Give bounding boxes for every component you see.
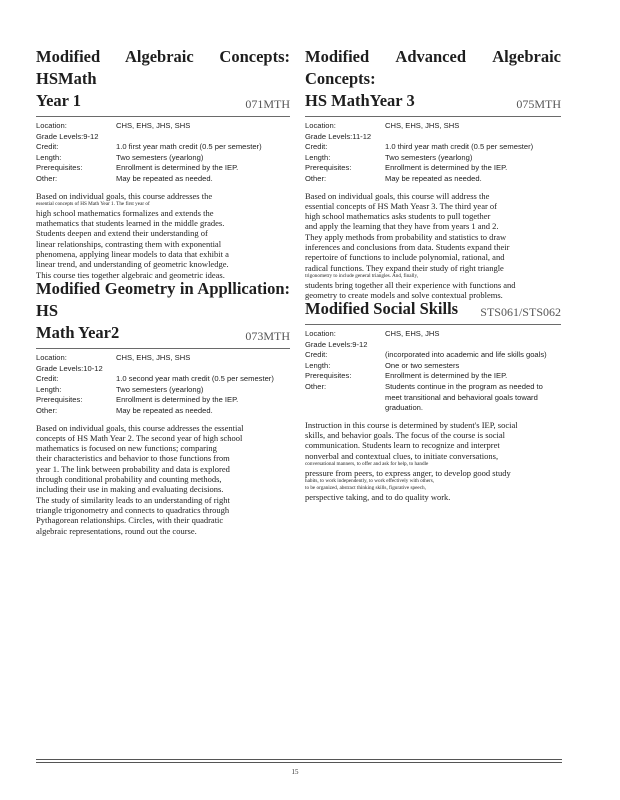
course-geometry-in-application — [36, 278, 290, 536]
location-value: CHS, EHS, JHS, SHS — [116, 121, 191, 130]
description-line: Based on individual goals, this course addresses the — [36, 190, 213, 201]
course-header — [36, 278, 290, 349]
course-code: STS061/STS062 — [480, 305, 561, 319]
credit-value: (incorporated into academic and life skills goals) — [385, 350, 547, 360]
description-line: skills, and behavior goals. The focus of the course is social — [305, 430, 506, 441]
other-label: Other: — [305, 381, 327, 391]
course-title-line-1: Modified Social Skills — [305, 299, 459, 318]
description-line: repertoire of functions to include polynomial, rational, and — [305, 252, 505, 263]
course-description — [36, 191, 290, 280]
description-line: perspective taking, and to do quality work. — [305, 492, 451, 503]
prerequisites-label: Prerequisites: — [36, 395, 83, 405]
description-line: algebraic representations, round out the course. — [36, 525, 197, 536]
credit-label: Credit: — [305, 142, 328, 152]
description-line: triangle trigonometry and connects to quadratics through — [36, 504, 230, 515]
course-social-skills — [305, 298, 561, 503]
description-line: trigonometry to include general triangles. And, finally, — [305, 272, 419, 279]
description-line: linear trend, and understanding of geometric knowledge. — [36, 259, 229, 270]
description-line: mathematics that students learned in the middle grades. — [36, 218, 225, 229]
location-label: Location: — [36, 121, 67, 130]
prerequisites-value: Enrollment is determined by the IEP. — [116, 163, 239, 173]
prerequisites-value: Enrollment is determined by the IEP. — [385, 371, 508, 381]
grade-levels-value: 11-12 — [352, 131, 372, 141]
grade-levels-value: 10-12 — [83, 363, 103, 373]
description-line: through conditional probability and counting methods, — [36, 474, 222, 485]
course-title-line-2: Math Year2 — [36, 323, 120, 342]
course-description — [305, 191, 561, 301]
prerequisites-value: Enrollment is determined by the IEP. — [385, 163, 508, 173]
credit-value: 1.0 first year math credit (0.5 per semester) — [116, 142, 262, 152]
grade-levels-label: Grade Levels: — [36, 363, 84, 373]
description-line: and apply the learning that they have from years 1 and 2. — [305, 221, 499, 232]
other-label: Other: — [36, 405, 58, 415]
description-line: Instruction in this course is determined by student's IEP, social — [305, 419, 518, 430]
course-code: 075MTH — [516, 97, 561, 111]
description-line: essential concepts of HS Math Year 1. The first year of — [36, 200, 150, 207]
length-label: Length: — [305, 152, 331, 162]
description-line: including their use in making and evaluating decisions. — [36, 484, 224, 495]
length-value: Two semesters (yearlong) — [116, 152, 204, 162]
course-description — [305, 420, 561, 503]
description-line: Based on individual goals, this course addresses the essential — [36, 422, 244, 433]
prerequisites-label: Prerequisites: — [36, 163, 83, 173]
course-details — [305, 121, 561, 185]
page-number: 15 — [291, 768, 299, 776]
other-value: May be repeated as needed. — [116, 173, 213, 183]
course-algebraic-concepts — [36, 46, 290, 280]
prerequisites-label: Prerequisites: — [305, 163, 352, 173]
description-line: radical functions. They expand their study of right triangle — [305, 262, 504, 273]
length-label: Length: — [305, 360, 331, 370]
course-title-line-1: Modified Algebraic Concepts: HSMath — [36, 47, 290, 88]
location-label: Location: — [305, 121, 336, 130]
description-line: high school mathematics asks students to pull together — [305, 211, 491, 222]
description-line: inferences and conclusions from data. Students expand their — [305, 242, 510, 253]
location-value: CHS, EHS, JHS — [385, 329, 440, 338]
course-code: 071MTH — [245, 97, 290, 111]
description-line: high school mathematics formalizes and extends the — [36, 207, 214, 218]
description-line: concepts of HS Math Year 2. The second year of high school — [36, 432, 243, 443]
credit-label: Credit: — [305, 350, 328, 360]
course-details — [305, 329, 561, 414]
description-line: linear relationships, contrasting them with exponential — [36, 238, 222, 249]
prerequisites-value: Enrollment is determined by the IEP. — [116, 395, 239, 405]
location-label: Location: — [36, 353, 67, 362]
course-header — [36, 46, 290, 117]
length-label: Length: — [36, 384, 62, 394]
description-line: The study of similarity leads to an understanding of right — [36, 494, 230, 505]
grade-levels-label: Grade Levels: — [305, 131, 353, 141]
description-line: Pythagorean relationships. Circles, with their quadratic — [36, 515, 224, 526]
other-value: Students continue in the program as needed to meet transitional and behavioral goals toward graduation. — [385, 381, 543, 413]
length-value: Two semesters (yearlong) — [116, 384, 204, 394]
description-line: their characteristics and behavior to those functions from — [36, 453, 230, 464]
grade-levels-value: 9-12 — [83, 131, 99, 141]
description-line: geometry to create models and solve contextual problems. — [305, 290, 503, 301]
credit-value: 1.0 second year math credit (0.5 per semester) — [116, 374, 274, 384]
length-label: Length: — [36, 152, 62, 162]
grade-levels-label: Grade Levels: — [305, 339, 353, 349]
other-label: Other: — [36, 173, 58, 183]
length-value: One or two semesters — [385, 360, 460, 370]
credit-label: Credit: — [36, 142, 59, 152]
other-label: Other: — [305, 173, 327, 183]
description-line: habits, to work independently, to work effectively with others, — [305, 478, 435, 485]
description-line: Students deepen and extend their understanding of — [36, 228, 208, 239]
course-details — [36, 121, 290, 185]
course-title-line-1: Modified Advanced Algebraic Concepts: — [305, 47, 561, 88]
location-label: Location: — [305, 329, 336, 338]
description-line: Based on individual goals, this course will address the — [305, 190, 490, 201]
credit-value: 1.0 third year math credit (0.5 per semester) — [385, 142, 534, 152]
course-header — [305, 298, 561, 325]
description-line: communication. Students learn to recognize and interpret — [305, 440, 500, 451]
prerequisites-label: Prerequisites: — [305, 371, 352, 381]
description-line: phenomena, applying linear models to data that exhibit a — [36, 249, 229, 260]
other-value: May be repeated as needed. — [116, 405, 213, 415]
description-line: They apply methods from probability and statistics to draw — [305, 231, 507, 242]
description-line: students bring together all their experience with functions and — [305, 279, 516, 290]
other-value: May be repeated as needed. — [385, 173, 482, 183]
course-title-line-2: Year 1 — [36, 91, 82, 110]
footer-rule — [36, 759, 562, 760]
location-value: CHS, EHS, JHS, SHS — [116, 353, 191, 362]
description-line: year 1. The link between probability and data is explored — [36, 463, 230, 474]
credit-label: Credit: — [36, 374, 59, 384]
description-line: pressure from peers, to express anger, to develop good study — [305, 467, 511, 478]
description-line: nonverbal and contextual clues, to initiate conversations, — [305, 450, 499, 461]
description-line: essential concepts of HS Math Yeasr 3. The third year of — [305, 200, 497, 211]
description-line: mathematics is focused on new functions; comparing — [36, 443, 217, 454]
grade-levels-value: 9-12 — [352, 339, 368, 349]
course-details — [36, 353, 290, 417]
course-advanced-algebraic-concepts — [305, 46, 561, 301]
location-value: CHS, EHS, JHS, SHS — [385, 121, 460, 130]
description-line: conversational manners, to offer and ask for help, to handle — [305, 460, 429, 467]
description-line: This course ties together algebraic and geometric ideas. — [36, 269, 225, 280]
course-title-line-1: Modified Geometry in Appllication: HS — [36, 279, 290, 320]
course-code: 073MTH — [245, 329, 290, 343]
length-value: Two semesters (yearlong) — [385, 152, 473, 162]
grade-levels-label: Grade Levels: — [36, 131, 84, 141]
course-header — [305, 46, 561, 117]
footer-rule — [36, 762, 562, 763]
course-title-line-2: HS MathYear 3 — [305, 91, 415, 110]
course-description — [36, 423, 290, 536]
description-line: to be organized, abstract thinking skills, figurative speech, — [305, 485, 426, 492]
